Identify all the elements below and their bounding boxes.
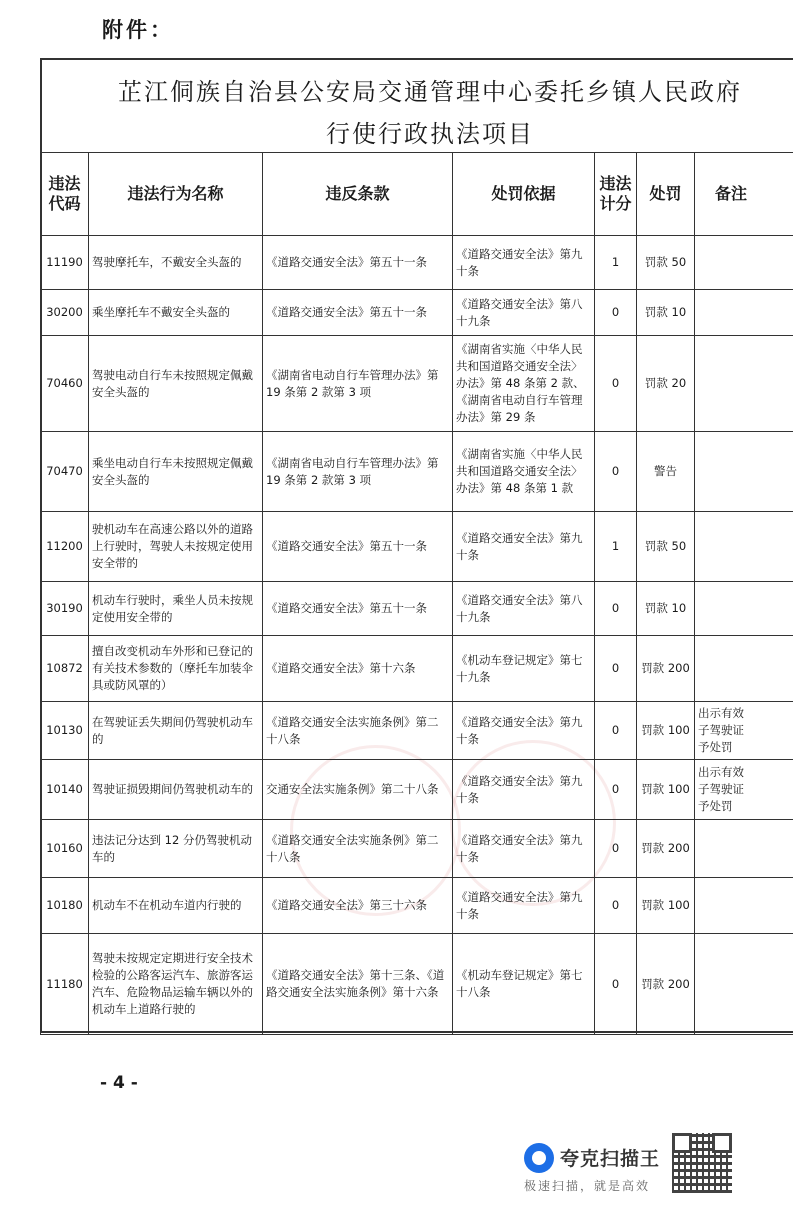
cell-penalty: 罚款 50 bbox=[637, 512, 695, 582]
cell-remark bbox=[695, 820, 793, 878]
cell-basis: 《道路交通安全法》第九十条 bbox=[453, 760, 595, 820]
cell-basis: 《道路交通安全法》第八十九条 bbox=[453, 582, 595, 636]
cell-remark bbox=[695, 236, 793, 290]
cell-behavior: 擅自改变机动车外形和已登记的有关技术参数的（摩托车加装伞具或防风罩的） bbox=[89, 636, 263, 702]
cell-clause: 《道路交通安全法》第三十六条 bbox=[263, 878, 453, 934]
document-title bbox=[40, 58, 793, 152]
cell-remark bbox=[695, 878, 793, 934]
cell-remark: 出示有效 子驾驶证 予处罚 bbox=[695, 760, 793, 820]
cell-remark bbox=[695, 582, 793, 636]
qr-code-icon bbox=[672, 1133, 732, 1193]
table-row bbox=[41, 636, 793, 702]
cell-behavior: 在驾驶证丢失期间仍驾驶机动车的 bbox=[89, 702, 263, 760]
cell-behavior: 驾驶摩托车，不戴安全头盔的 bbox=[89, 236, 263, 290]
scanner-watermark bbox=[524, 1139, 664, 1191]
scanner-logo-icon bbox=[524, 1143, 554, 1173]
table-row bbox=[41, 760, 793, 820]
cell-basis: 《道路交通安全法》第九十条 bbox=[453, 878, 595, 934]
cell-clause: 《道路交通安全法》第五十一条 bbox=[263, 236, 453, 290]
cell-behavior: 机动车行驶时，乘坐人员未按规定使用安全带的 bbox=[89, 582, 263, 636]
table-row bbox=[41, 236, 793, 290]
cell-clause: 《道路交通安全法实施条例》第二十八条 bbox=[263, 820, 453, 878]
cell-basis: 《湖南省实施〈中华人民共和国道路交通安全法〉办法》第 48 条第 2 款、《湖南省电动自行车管理办法》第 29 条 bbox=[453, 336, 595, 432]
cell-penalty: 罚款 50 bbox=[637, 236, 695, 290]
cell-code: 10130 bbox=[41, 702, 89, 760]
cell-points: 0 bbox=[595, 290, 637, 336]
cell-code: 10872 bbox=[41, 636, 89, 702]
cell-points: 0 bbox=[595, 636, 637, 702]
cell-remark bbox=[695, 290, 793, 336]
cell-points: 1 bbox=[595, 512, 637, 582]
cell-remark: 出示有效 子驾驶证 予处罚 bbox=[695, 702, 793, 760]
cell-code: 11190 bbox=[41, 236, 89, 290]
scanner-brand: 夸克扫描王 bbox=[560, 1148, 661, 1170]
header-behavior: 违法行为名称 bbox=[89, 153, 263, 236]
title-line-1: 芷江侗族自治县公安局交通管理中心委托乡镇人民政府 bbox=[118, 78, 742, 106]
table-row bbox=[41, 582, 793, 636]
cell-remark bbox=[695, 336, 793, 432]
cell-behavior: 乘坐摩托车不戴安全头盔的 bbox=[89, 290, 263, 336]
cell-clause: 《湖南省电动自行车管理办法》第 19 条第 2 款第 3 项 bbox=[263, 336, 453, 432]
cell-behavior: 机动车不在机动车道内行驶的 bbox=[89, 878, 263, 934]
cell-clause: 《道路交通安全法》第五十一条 bbox=[263, 582, 453, 636]
cell-penalty: 罚款 20 bbox=[637, 336, 695, 432]
table-row bbox=[41, 512, 793, 582]
cell-penalty: 罚款 10 bbox=[637, 290, 695, 336]
cell-basis: 《道路交通安全法》第八十九条 bbox=[453, 290, 595, 336]
cell-clause: 《湖南省电动自行车管理办法》第 19 条第 2 款第 3 项 bbox=[263, 432, 453, 512]
table-row bbox=[41, 432, 793, 512]
cell-points: 0 bbox=[595, 820, 637, 878]
table-row bbox=[41, 820, 793, 878]
cell-penalty: 罚款 100 bbox=[637, 760, 695, 820]
cell-code: 30190 bbox=[41, 582, 89, 636]
cell-clause: 《道路交通安全法》第五十一条 bbox=[263, 512, 453, 582]
cell-penalty: 罚款 10 bbox=[637, 582, 695, 636]
header-clause: 违反条款 bbox=[263, 153, 453, 236]
cell-code: 10160 bbox=[41, 820, 89, 878]
cell-behavior: 违法记分达到 12 分仍驾驶机动车的 bbox=[89, 820, 263, 878]
cell-clause: 《道路交通安全法》第五十一条 bbox=[263, 290, 453, 336]
cell-basis: 《湖南省实施〈中华人民共和国道路交通安全法〉办法》第 48 条第 1 款 bbox=[453, 432, 595, 512]
cell-points: 0 bbox=[595, 934, 637, 1035]
header-penalty: 处罚 bbox=[637, 153, 695, 236]
cell-points: 1 bbox=[595, 236, 637, 290]
cell-behavior: 驾驶未按规定定期进行安全技术检验的公路客运汽车、旅游客运汽车、危险物品运输车辆以外的机动车上道路行驶的 bbox=[89, 934, 263, 1035]
title-line-2: 行使行政执法项目 bbox=[326, 120, 534, 148]
cell-clause: 《道路交通安全法实施条例》第二十八条 bbox=[263, 702, 453, 760]
cell-points: 0 bbox=[595, 878, 637, 934]
cell-behavior: 乘坐电动自行车未按照规定佩戴安全头盔的 bbox=[89, 432, 263, 512]
cell-penalty: 警告 bbox=[637, 432, 695, 512]
cell-penalty: 罚款 200 bbox=[637, 820, 695, 878]
cell-basis: 《道路交通安全法》第九十条 bbox=[453, 820, 595, 878]
cell-clause: 《道路交通安全法》第十三条、《道路交通安全法实施条例》第十六条 bbox=[263, 934, 453, 1035]
cell-code: 10140 bbox=[41, 760, 89, 820]
cell-basis: 《道路交通安全法》第九十条 bbox=[453, 512, 595, 582]
cell-remark bbox=[695, 432, 793, 512]
cell-clause: 《道路交通安全法》第十六条 bbox=[263, 636, 453, 702]
cell-points: 0 bbox=[595, 432, 637, 512]
enforcement-table bbox=[40, 152, 793, 1035]
cell-code: 70460 bbox=[41, 336, 89, 432]
cell-remark bbox=[695, 636, 793, 702]
header-code: 违法代码 bbox=[41, 153, 89, 236]
page-number: - 4 - bbox=[100, 1073, 138, 1093]
table-row bbox=[41, 878, 793, 934]
cell-penalty: 罚款 100 bbox=[637, 702, 695, 760]
annex-label: 附件： bbox=[102, 18, 174, 42]
cell-basis: 《道路交通安全法》第九十条 bbox=[453, 236, 595, 290]
cell-points: 0 bbox=[595, 336, 637, 432]
cell-code: 11200 bbox=[41, 512, 89, 582]
cell-points: 0 bbox=[595, 582, 637, 636]
header-points: 违法计分 bbox=[595, 153, 637, 236]
cell-penalty: 罚款 200 bbox=[637, 934, 695, 1035]
cell-behavior: 驾驶电动自行车未按照规定佩戴安全头盔的 bbox=[89, 336, 263, 432]
cell-behavior: 驾驶证损毁期间仍驾驶机动车的 bbox=[89, 760, 263, 820]
cell-behavior: 驶机动车在高速公路以外的道路上行驶时，驾驶人未按规定使用安全带的 bbox=[89, 512, 263, 582]
cell-points: 0 bbox=[595, 702, 637, 760]
header-row bbox=[41, 153, 793, 236]
cell-remark bbox=[695, 934, 793, 1035]
cell-clause: 交通安全法实施条例》第二十八条 bbox=[263, 760, 453, 820]
header-remark: 备注 bbox=[695, 153, 793, 236]
scanner-slogan: 极速扫描，就是高效 bbox=[524, 1179, 651, 1193]
cell-points: 0 bbox=[595, 760, 637, 820]
cell-code: 11180 bbox=[41, 934, 89, 1035]
cell-penalty: 罚款 100 bbox=[637, 878, 695, 934]
table-row bbox=[41, 702, 793, 760]
cell-remark bbox=[695, 512, 793, 582]
cell-code: 10180 bbox=[41, 878, 89, 934]
cell-basis: 《机动车登记规定》第七十八条 bbox=[453, 934, 595, 1035]
table-row bbox=[41, 934, 793, 1035]
header-basis: 处罚依据 bbox=[453, 153, 595, 236]
cell-penalty: 罚款 200 bbox=[637, 636, 695, 702]
cell-basis: 《机动车登记规定》第七十九条 bbox=[453, 636, 595, 702]
table-row bbox=[41, 290, 793, 336]
cell-basis: 《道路交通安全法》第九十条 bbox=[453, 702, 595, 760]
cell-code: 70470 bbox=[41, 432, 89, 512]
cell-code: 30200 bbox=[41, 290, 89, 336]
table-row bbox=[41, 336, 793, 432]
